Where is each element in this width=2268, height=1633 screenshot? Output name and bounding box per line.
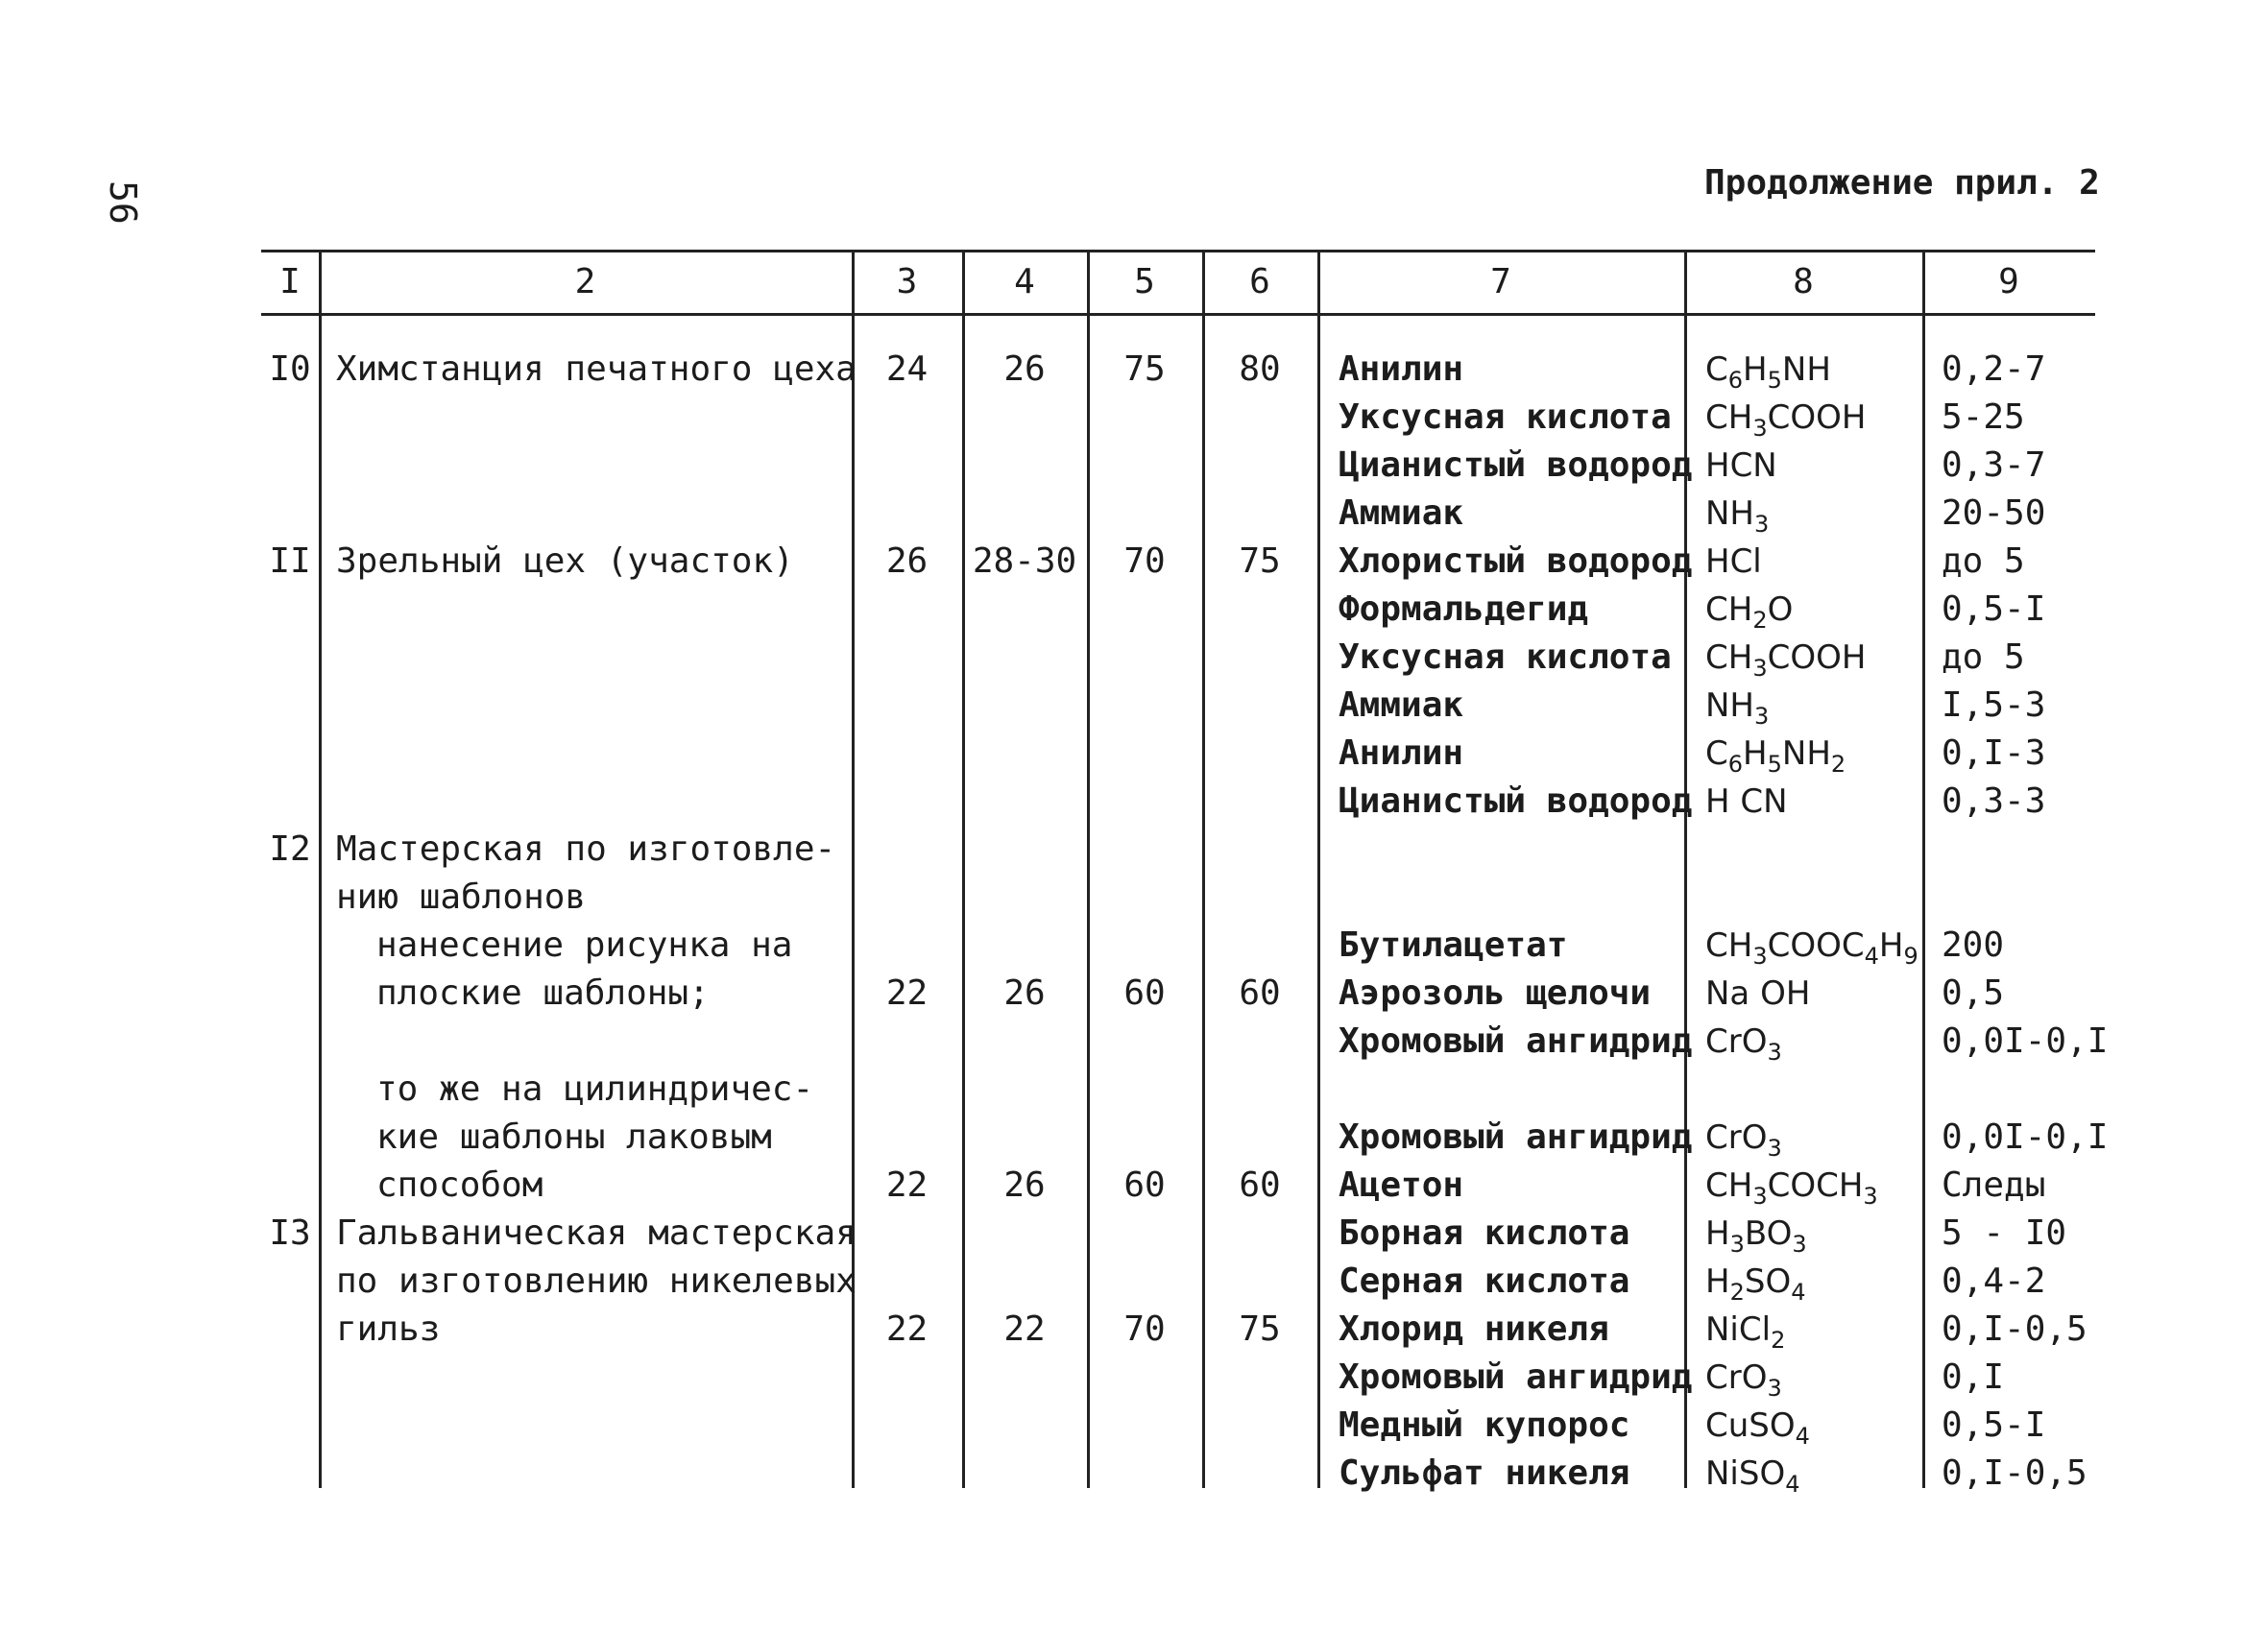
value-col-4: 26 <box>1003 349 1046 389</box>
value-col-3: 24 <box>885 349 929 389</box>
column-header-3: 3 <box>896 262 918 301</box>
substance-name: Аммиак <box>1339 685 1464 725</box>
substance-name: Серная кислота <box>1339 1261 1630 1301</box>
column-header-9: 9 <box>1998 262 2019 301</box>
column-header-1: I <box>279 262 301 301</box>
column-header-8: 8 <box>1793 262 1814 301</box>
concentration-value: 0,I-0,5 <box>1942 1453 2087 1493</box>
column-header-2: 2 <box>574 262 596 301</box>
value-col-3: 26 <box>885 541 929 581</box>
value-col-4: 28-30 <box>972 541 1077 581</box>
concentration-value: 5-25 <box>1942 397 2025 437</box>
value-col-3: 22 <box>885 973 929 1013</box>
value-col-6: 60 <box>1239 973 1281 1013</box>
workshop-name: по изготовлению никелевых <box>336 1261 857 1301</box>
substance-formula: NiSO$_4$ <box>1705 1454 1800 1498</box>
substance-formula: CuSO$_4$ <box>1705 1406 1810 1450</box>
concentration-value: 0,0I-0,I <box>1942 1117 2109 1157</box>
column-header-4: 4 <box>1014 262 1035 301</box>
operation-name: то же на цилиндричес- <box>376 1069 814 1109</box>
substance-name: Уксусная кислота <box>1339 397 1672 437</box>
substance-formula: $C_6H_5NH$ <box>1705 350 1831 394</box>
substance-name: Ацетон <box>1339 1165 1464 1205</box>
concentration-value: 0,I <box>1942 1357 2005 1397</box>
substance-formula: $H_3BO_3$ <box>1705 1214 1807 1258</box>
value-col-6: 75 <box>1239 541 1281 581</box>
column-divider <box>1202 250 1205 1488</box>
substance-name: Хлорид никеля <box>1339 1309 1609 1349</box>
substance-formula: CrO$_3$ <box>1705 1358 1782 1402</box>
value-col-4: 22 <box>1003 1309 1046 1349</box>
substance-name: Хромовый ангидрид <box>1339 1021 1693 1061</box>
row-number: I0 <box>269 349 311 389</box>
operation-name: способом <box>376 1165 543 1205</box>
row-number: I3 <box>269 1213 311 1253</box>
substance-name: Формальдегид <box>1339 589 1589 629</box>
concentration-value: 0,I-3 <box>1942 733 2046 773</box>
row-number: II <box>269 541 311 581</box>
value-col-6: 80 <box>1239 349 1281 389</box>
concentration-value: 0,5-I <box>1942 1405 2046 1445</box>
column-divider <box>319 250 322 1488</box>
appendix-table <box>261 250 2109 1498</box>
substance-name: Медный купорос <box>1339 1405 1630 1445</box>
substance-name: Борная кислота <box>1339 1213 1630 1253</box>
concentration-value: 200 <box>1942 925 2005 965</box>
concentration-value: до 5 <box>1942 637 2025 677</box>
concentration-value: до 5 <box>1942 541 2025 581</box>
value-col-5: 70 <box>1123 1309 1166 1349</box>
substance-name: Цианистый водород <box>1339 445 1693 485</box>
workshop-name: Зрельный цех (участок) <box>336 541 794 581</box>
substance-formula: $NH_3$ <box>1705 686 1770 730</box>
workshop-name: Мастерская по изготовле- <box>336 829 836 869</box>
column-divider <box>962 250 965 1488</box>
substance-name: Хромовый ангидрид <box>1339 1357 1693 1397</box>
continuation-heading: Продолжение прил. 2 <box>1704 163 2100 203</box>
concentration-value: 0,2-7 <box>1942 349 2046 389</box>
concentration-value: 5 - I0 <box>1942 1213 2067 1253</box>
substance-formula: HCN <box>1705 446 1777 485</box>
substance-formula: H CN <box>1705 782 1788 821</box>
concentration-value: 0,5-I <box>1942 589 2046 629</box>
substance-name: Хлористый водород <box>1339 541 1693 581</box>
column-divider <box>1317 250 1320 1488</box>
workshop-name: Гальваническая мастерская <box>336 1213 857 1253</box>
substance-name: Уксусная кислота <box>1339 637 1672 677</box>
workshop-name: Химстанция печатного цеха <box>336 349 857 389</box>
substance-formula: $CH_3COCH_3$ <box>1705 1166 1878 1210</box>
substance-name: Цианистый водород <box>1339 781 1693 821</box>
value-col-3: 22 <box>885 1165 929 1205</box>
column-header-6: 6 <box>1249 262 1270 301</box>
column-divider <box>1684 250 1687 1488</box>
column-divider <box>1087 250 1090 1488</box>
page-number: 56 <box>102 180 144 225</box>
concentration-value: 0,5 <box>1942 973 2005 1013</box>
value-col-4: 26 <box>1003 1165 1046 1205</box>
value-col-5: 70 <box>1123 541 1166 581</box>
value-col-5: 60 <box>1123 973 1166 1013</box>
operation-name: нанесение рисунка на <box>376 925 793 965</box>
substance-formula: $NH_3$ <box>1705 494 1770 538</box>
concentration-value: 20-50 <box>1942 493 2046 533</box>
value-col-5: 60 <box>1123 1165 1166 1205</box>
substance-name: Аэрозоль щелочи <box>1339 973 1652 1013</box>
value-col-3: 22 <box>885 1309 929 1349</box>
substance-formula: CrO$_3$ <box>1705 1118 1782 1162</box>
operation-name: кие шаблоны лаковым <box>376 1117 772 1157</box>
concentration-value: 0,I-0,5 <box>1942 1309 2087 1349</box>
concentration-value: 0,0I-0,I <box>1942 1021 2109 1061</box>
concentration-value: 0,3-7 <box>1942 445 2046 485</box>
concentration-value: I,5-3 <box>1942 685 2046 725</box>
concentration-value: Следы <box>1942 1165 2046 1205</box>
operation-name: плоские шаблоны; <box>376 973 710 1013</box>
substance-name: Сульфат никеля <box>1339 1453 1630 1493</box>
concentration-value: 0,3-3 <box>1942 781 2046 821</box>
substance-formula: HCl <box>1705 542 1762 581</box>
substance-name: Хромовый ангидрид <box>1339 1117 1693 1157</box>
value-col-6: 60 <box>1239 1165 1281 1205</box>
row-number: I2 <box>269 829 311 869</box>
substance-formula: NiCl$_2$ <box>1705 1310 1786 1354</box>
substance-formula: CrO$_3$ <box>1705 1022 1782 1066</box>
substance-name: Бутилацетат <box>1339 925 1568 965</box>
substance-formula: Na OH <box>1705 974 1811 1013</box>
value-col-5: 75 <box>1123 349 1166 389</box>
substance-formula: $C_6H_5NH_2$ <box>1705 734 1846 778</box>
substance-formula: $CH_3COOH$ <box>1705 398 1867 442</box>
workshop-name: гильз <box>336 1309 441 1349</box>
value-col-4: 26 <box>1003 973 1046 1013</box>
workshop-name: нию шаблонов <box>336 877 587 917</box>
substance-formula: $CH_3COOC_4H_9$ <box>1705 926 1918 970</box>
substance-name: Анилин <box>1339 733 1464 773</box>
substance-formula: $CH_3COOH$ <box>1705 638 1867 682</box>
column-header-7: 7 <box>1490 262 1511 301</box>
concentration-value: 0,4-2 <box>1942 1261 2046 1301</box>
value-col-6: 75 <box>1239 1309 1281 1349</box>
column-header-5: 5 <box>1134 262 1155 301</box>
substance-formula: $H_2SO_4$ <box>1705 1262 1806 1306</box>
column-divider <box>1922 250 1925 1488</box>
substance-name: Анилин <box>1339 349 1464 389</box>
substance-formula: $CH_2O$ <box>1705 590 1794 634</box>
substance-name: Аммиак <box>1339 493 1464 533</box>
